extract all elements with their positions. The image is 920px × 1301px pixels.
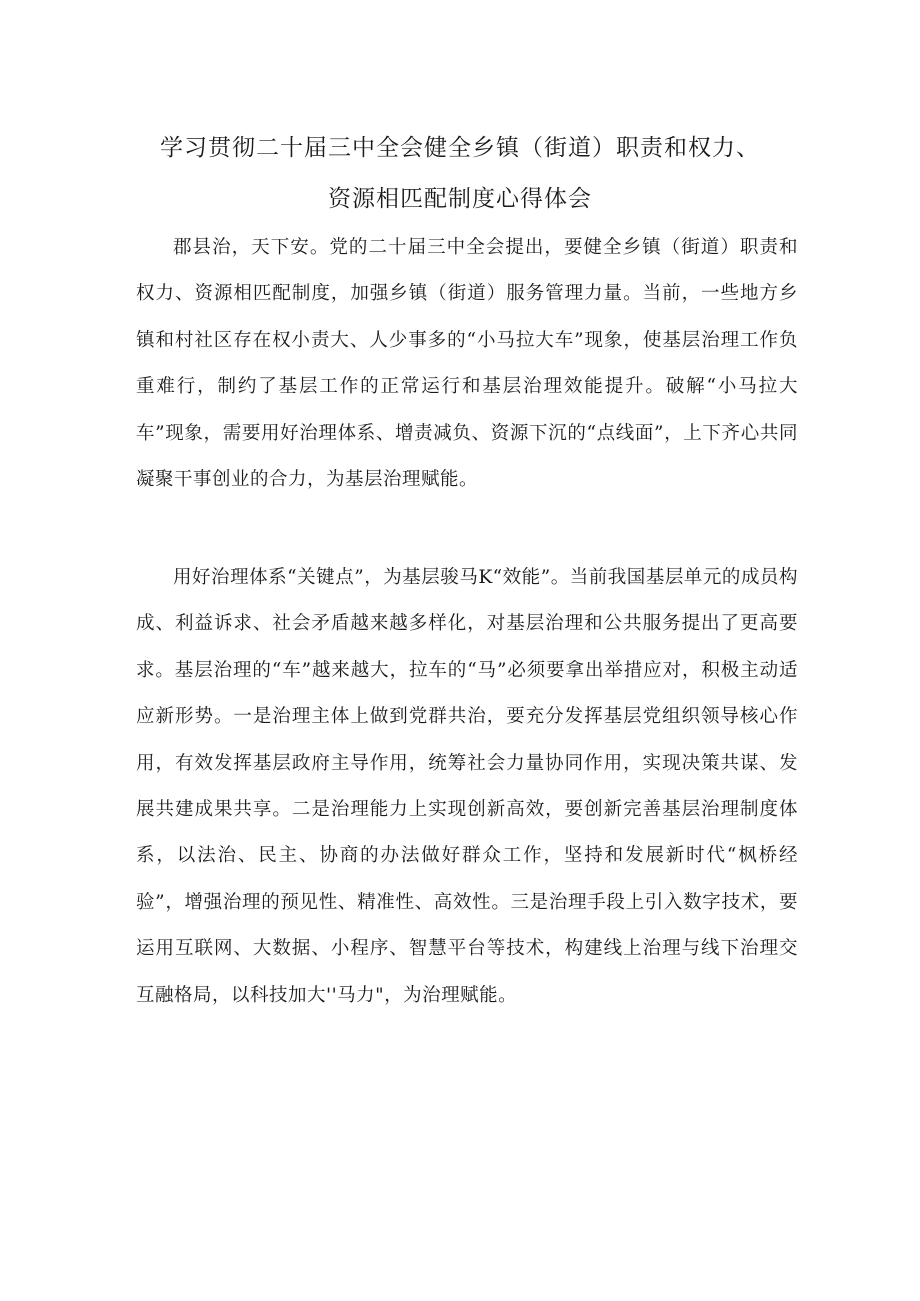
paragraph-governance-system: 用好治理体系“关键点”，为基层骏马K“效能”。当前我国基层单元的成员构成、利益诉求、社会矛盾越来越多样化，对基层治理和公共服务提出了更高要求。基层治理的“车”越来越大，拉车的“马”必须要拿出举措应对，积极主动适应新形势。一是治理主体上做到党群共治，要充分发挥基层党组织领导核心作用，有效发挥基层政府主导作用，统筹社会力量协同作用，实现决策共谋、发展共建成果共享。二是治理能力上实现创新高效，要创新完善基层治理制度体系，以法治、民主、协商的办法做好群众工作，坚持和发展新时代“枫桥经验”，增强治理的预见性、精准性、高效性。三是治理手段上引入数字技术，要运用互联网、大数据、小程序、智慧平台等技术，构建线上治理与线下治理交互融格局，以科技加大''马力"，为治理赋能。 bbox=[136, 567, 798, 1006]
document-title-line-2: 资源相匹配制度心得体会 bbox=[328, 186, 592, 212]
paragraph-intro: 郡县治，天下安。党的二十届三中全会提出，要健全乡镇（街道）职责和权力、资源相匹配制度，加强乡镇（街道）服务管理力量。当前，一些地方乡镇和村社区存在权小责大、人少事多的“小马拉大车”现象，使基层治理工作负重难行，制约了基层工作的正常运行和基层治理效能提升。破解“小马拉大车”现象，需要用好治理体系、增责减负、资源下沉的“点线面”，上下齐心共同凝聚干事创业的合力，为基层治理赋能。 bbox=[136, 237, 798, 491]
document-title-line-1: 学习贯彻二十届三中全会健全乡镇（街道）职责和权力、 bbox=[160, 135, 760, 161]
